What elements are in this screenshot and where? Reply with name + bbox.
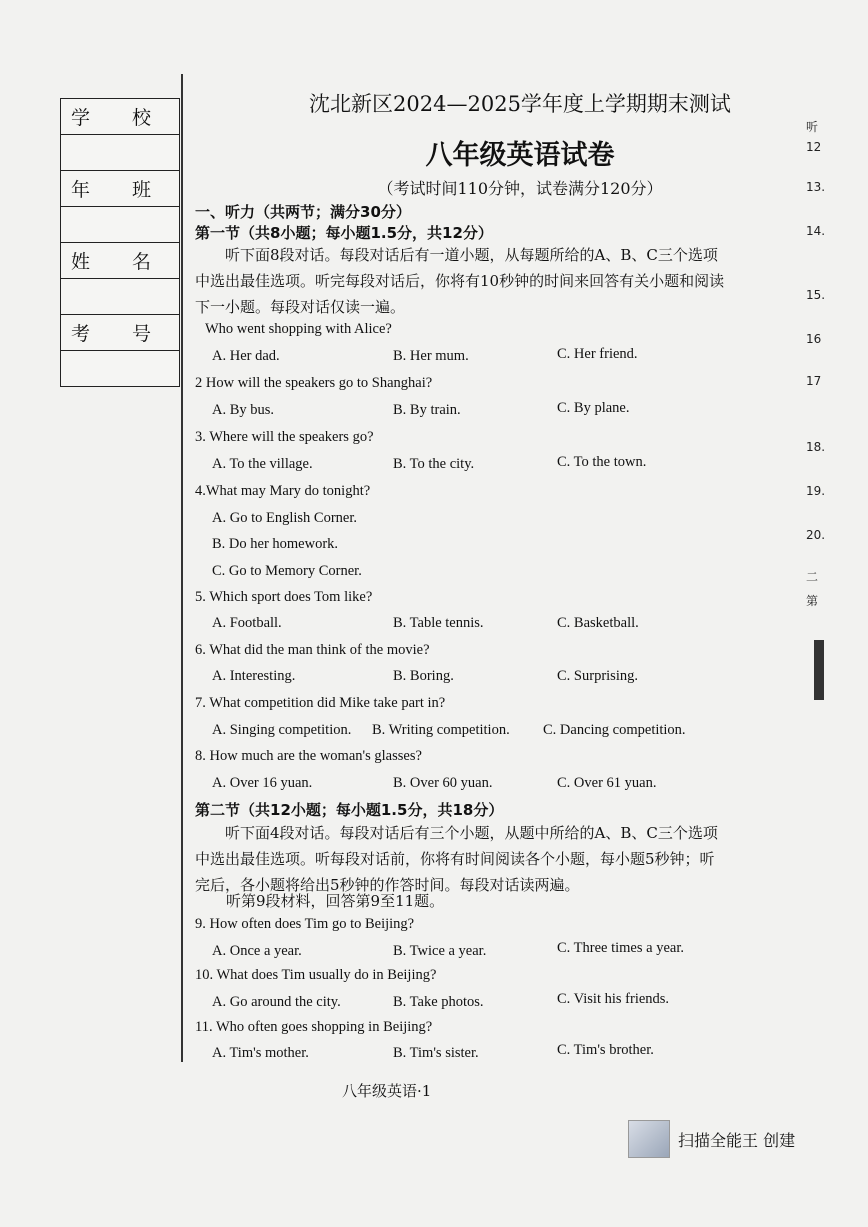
exam-note: （考试时间110分钟，试卷满分120分） xyxy=(377,179,663,198)
question-7: 7. What competition did Mike take part in? xyxy=(195,695,446,711)
q5-option-a[interactable]: A. Football. xyxy=(212,615,282,631)
q8-option-b[interactable]: B. Over 60 yuan. xyxy=(393,775,493,791)
exam-title: 沈北新区2024—2025学年度上学期期末测试 xyxy=(309,92,731,116)
school-label: 学 校 xyxy=(61,99,179,135)
page-footer: 八年级英语·1 xyxy=(342,1082,432,1100)
q3-option-c[interactable]: C. To the town. xyxy=(557,454,647,470)
question-1: Who went shopping with Alice? xyxy=(205,321,392,337)
edge-text: 19. xyxy=(806,484,826,498)
part2-sub-instruction: 听第9段材料，回答第9至11题。 xyxy=(226,892,445,910)
q9-option-b[interactable]: B. Twice a year. xyxy=(393,943,487,959)
edge-text: 12 xyxy=(806,140,822,154)
q4-option-c[interactable]: C. Go to Memory Corner. xyxy=(212,563,362,579)
q7-option-a[interactable]: A. Singing competition. xyxy=(212,722,352,738)
school-field[interactable] xyxy=(61,135,179,171)
question-6: 6. What did the man think of the movie? xyxy=(195,642,430,658)
question-10: 10. What does Tim usually do in Beijing? xyxy=(195,967,437,983)
q10-option-c[interactable]: C. Visit his friends. xyxy=(557,991,670,1007)
q10-option-a[interactable]: A. Go around the city. xyxy=(212,994,341,1010)
q10-option-b[interactable]: B. Take photos. xyxy=(393,994,484,1010)
section1-heading: 一、听力（共两节；满分30分） xyxy=(195,203,411,221)
name-label: 姓 名 xyxy=(61,243,179,279)
name-field[interactable] xyxy=(61,279,179,315)
q2-option-a[interactable]: A. By bus. xyxy=(212,402,275,418)
edge-text: 20. xyxy=(806,528,826,542)
student-info-table xyxy=(60,98,180,387)
question-11: 11. Who often goes shopping in Beijing? xyxy=(195,1019,433,1035)
question-2: 2 How will the speakers go to Shanghai? xyxy=(195,375,433,391)
binding-line xyxy=(181,74,183,1062)
question-4: 4.What may Mary do tonight? xyxy=(195,483,371,499)
edge-text: 听 xyxy=(806,120,819,134)
edge-text: 17 xyxy=(806,374,822,388)
edge-text: 第 xyxy=(806,594,819,608)
q8-option-a[interactable]: A. Over 16 yuan. xyxy=(212,775,313,791)
edge-text: 15. xyxy=(806,288,826,302)
q7-option-b[interactable]: B. Writing competition. xyxy=(372,722,510,738)
q1-option-a[interactable]: A. Her dad. xyxy=(212,348,280,364)
exam-subtitle: 八年级英语试卷 xyxy=(425,140,615,171)
q6-option-a[interactable]: A. Interesting. xyxy=(212,668,296,684)
q4-option-a[interactable]: A. Go to English Corner. xyxy=(212,510,357,526)
class-field[interactable] xyxy=(61,207,179,243)
edge-text: 二 xyxy=(806,570,819,584)
question-9: 9. How often does Tim go to Beijing? xyxy=(195,916,415,932)
q9-option-c[interactable]: C. Three times a year. xyxy=(557,940,684,956)
q11-option-b[interactable]: B. Tim's sister. xyxy=(393,1045,479,1061)
q5-option-b[interactable]: B. Table tennis. xyxy=(393,615,484,631)
q5-option-c[interactable]: C. Basketball. xyxy=(557,615,639,631)
q1-option-c[interactable]: C. Her friend. xyxy=(557,346,638,362)
q11-option-a[interactable]: A. Tim's mother. xyxy=(212,1045,309,1061)
q3-option-a[interactable]: A. To the village. xyxy=(212,456,313,472)
q7-option-c[interactable]: C. Dancing competition. xyxy=(543,722,686,738)
part2-heading: 第二节（共12小题；每小题1.5分，共18分） xyxy=(195,801,504,819)
edge-text: 13. xyxy=(806,180,826,194)
question-3: 3. Where will the speakers go? xyxy=(195,429,374,445)
q8-option-c[interactable]: C. Over 61 yuan. xyxy=(557,775,657,791)
q2-option-b[interactable]: B. By train. xyxy=(393,402,461,418)
q6-option-c[interactable]: C. Surprising. xyxy=(557,668,638,684)
edge-text: 18. xyxy=(806,440,826,454)
part1-heading: 第一节（共8小题；每小题1.5分，共12分） xyxy=(195,224,493,242)
edge-text: 16 xyxy=(806,332,822,346)
q3-option-b[interactable]: B. To the city. xyxy=(393,456,475,472)
q2-option-c[interactable]: C. By plane. xyxy=(557,400,630,416)
q1-option-b[interactable]: B. Her mum. xyxy=(393,348,469,364)
number-label: 考 号 xyxy=(61,315,179,351)
q4-option-b[interactable]: B. Do her homework. xyxy=(212,536,339,552)
q9-option-a[interactable]: A. Once a year. xyxy=(212,943,302,959)
question-8: 8. How much are the woman's glasses? xyxy=(195,748,422,764)
edge-text: 14. xyxy=(806,224,826,238)
scanner-stamp-text: 扫描全能王 创建 xyxy=(678,1130,796,1150)
part2-instructions: 听下面4段对话。每段对话后有三个小题，从题中所给的A、B、C三个选项中选出最佳选项。听每段对话前，你将有时间阅读各个小题，每小题5秒钟；听完后，各小题将给出5秒钟的作答时间。每段对话读两遍。 xyxy=(195,824,718,894)
part1-instructions: 听下面8段对话。每段对话后有一道小题，从每题所给的A、B、C三个选项中选出最佳选项。听完每段对话后，你将有10秒钟的时间来回答有关小题和阅读下一小题。每段对话仅读一遍。 xyxy=(195,246,725,316)
scanner-stamp xyxy=(628,1120,795,1158)
q6-option-b[interactable]: B. Boring. xyxy=(393,668,454,684)
edge-image-fragment xyxy=(814,640,824,700)
number-field[interactable] xyxy=(61,351,179,386)
scanner-logo-icon xyxy=(628,1120,670,1158)
q11-option-c[interactable]: C. Tim's brother. xyxy=(557,1042,654,1058)
class-label: 年 班 xyxy=(61,171,179,207)
question-5: 5. Which sport does Tom like? xyxy=(195,589,373,605)
